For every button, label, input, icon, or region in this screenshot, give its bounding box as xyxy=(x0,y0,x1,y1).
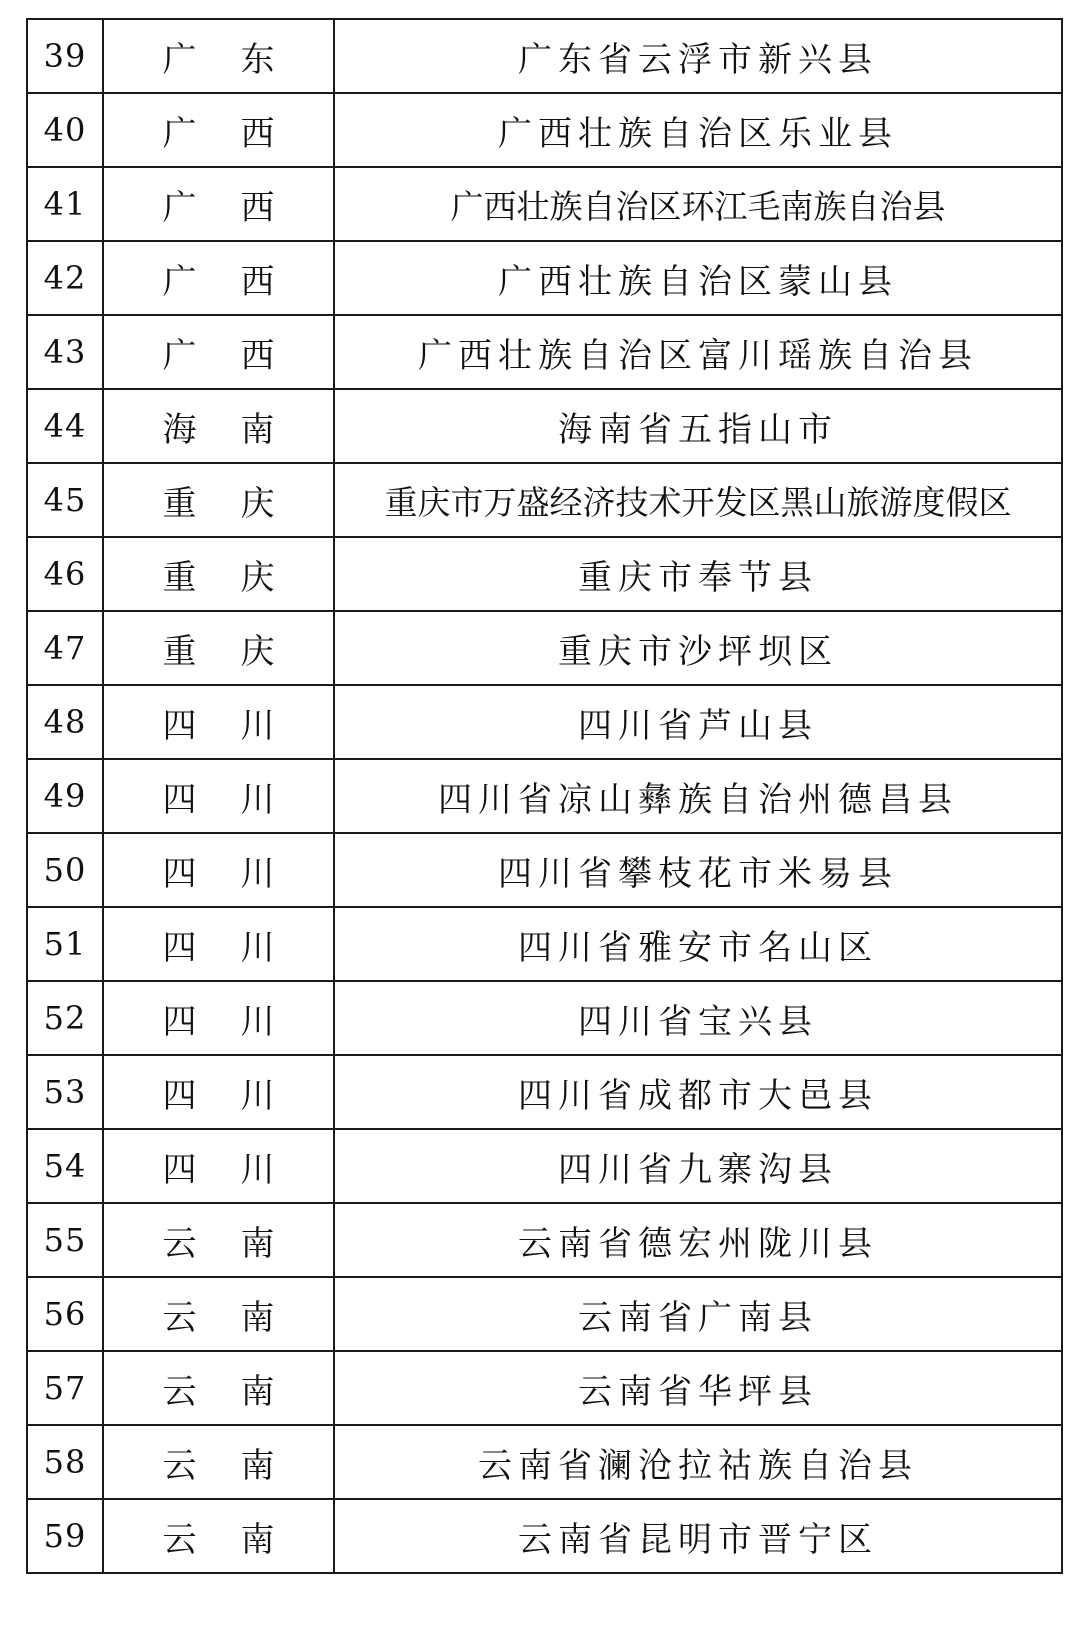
table-row xyxy=(27,167,1062,241)
province-char-1: 四 xyxy=(162,853,197,894)
province-cell xyxy=(103,759,334,833)
table-row xyxy=(27,93,1062,167)
province-char-1: 四 xyxy=(162,1001,197,1042)
table-row xyxy=(27,241,1062,315)
province-cell xyxy=(103,1277,334,1351)
province-cell xyxy=(103,1203,334,1277)
row-number: 45 xyxy=(27,463,103,537)
province-char-1: 重 xyxy=(162,631,197,672)
region-list-table-container xyxy=(26,18,1061,1574)
province-char-2: 川 xyxy=(240,705,275,746)
province-char-2: 南 xyxy=(240,409,275,450)
area-name-cell: 广西壮族自治区富川瑶族自治县 xyxy=(334,315,1062,389)
table-body xyxy=(27,19,1062,1573)
province-cell xyxy=(103,1055,334,1129)
row-number: 41 xyxy=(27,167,103,241)
province-cell xyxy=(103,19,334,93)
table-row xyxy=(27,463,1062,537)
province-cell xyxy=(103,167,334,241)
table-row xyxy=(27,1129,1062,1203)
table-row xyxy=(27,1351,1062,1425)
province-char-1: 云 xyxy=(162,1371,197,1412)
province-char-2: 南 xyxy=(240,1445,275,1486)
table-row xyxy=(27,981,1062,1055)
row-number: 59 xyxy=(27,1499,103,1573)
province-char-1: 云 xyxy=(162,1297,197,1338)
province-cell xyxy=(103,611,334,685)
row-number: 46 xyxy=(27,537,103,611)
area-name-cell: 四川省攀枝花市米易县 xyxy=(334,833,1062,907)
province-char-1: 云 xyxy=(162,1519,197,1560)
area-name-cell: 广西壮族自治区乐业县 xyxy=(334,93,1062,167)
province-char-2: 南 xyxy=(240,1297,275,1338)
area-name-cell: 广东省云浮市新兴县 xyxy=(334,19,1062,93)
province-cell xyxy=(103,1425,334,1499)
province-char-1: 广 xyxy=(162,113,197,154)
table-row xyxy=(27,1277,1062,1351)
area-name-cell: 云南省华坪县 xyxy=(334,1351,1062,1425)
province-char-1: 重 xyxy=(162,557,197,598)
row-number: 50 xyxy=(27,833,103,907)
province-char-2: 西 xyxy=(240,261,275,302)
area-name-cell: 四川省宝兴县 xyxy=(334,981,1062,1055)
province-cell xyxy=(103,537,334,611)
province-cell xyxy=(103,389,334,463)
province-cell xyxy=(103,907,334,981)
row-number: 57 xyxy=(27,1351,103,1425)
row-number: 58 xyxy=(27,1425,103,1499)
row-number: 43 xyxy=(27,315,103,389)
province-char-2: 川 xyxy=(240,853,275,894)
table-row xyxy=(27,759,1062,833)
province-char-2: 东 xyxy=(240,39,275,80)
table-row xyxy=(27,1499,1062,1573)
province-char-1: 广 xyxy=(162,335,197,376)
row-number: 48 xyxy=(27,685,103,759)
table-row xyxy=(27,537,1062,611)
table-row xyxy=(27,833,1062,907)
area-name-cell: 四川省凉山彝族自治州德昌县 xyxy=(334,759,1062,833)
province-char-1: 四 xyxy=(162,779,197,820)
province-char-2: 南 xyxy=(240,1223,275,1264)
province-cell xyxy=(103,241,334,315)
province-char-1: 四 xyxy=(162,1075,197,1116)
province-cell xyxy=(103,1351,334,1425)
area-name-cell: 广西壮族自治区蒙山县 xyxy=(334,241,1062,315)
province-char-2: 西 xyxy=(240,187,275,228)
table-row xyxy=(27,1203,1062,1277)
province-cell xyxy=(103,93,334,167)
region-list-table xyxy=(26,18,1063,1574)
province-char-2: 庆 xyxy=(240,557,275,598)
province-char-1: 云 xyxy=(162,1445,197,1486)
province-char-2: 南 xyxy=(240,1519,275,1560)
province-char-1: 云 xyxy=(162,1223,197,1264)
province-char-2: 川 xyxy=(240,1075,275,1116)
province-char-2: 南 xyxy=(240,1371,275,1412)
province-cell xyxy=(103,981,334,1055)
row-number: 40 xyxy=(27,93,103,167)
province-char-1: 四 xyxy=(162,705,197,746)
row-number: 55 xyxy=(27,1203,103,1277)
row-number: 54 xyxy=(27,1129,103,1203)
province-char-1: 广 xyxy=(162,39,197,80)
table-row xyxy=(27,19,1062,93)
row-number: 47 xyxy=(27,611,103,685)
row-number: 39 xyxy=(27,19,103,93)
province-char-2: 川 xyxy=(240,1149,275,1190)
province-char-1: 四 xyxy=(162,927,197,968)
province-char-2: 川 xyxy=(240,779,275,820)
area-name-cell: 四川省芦山县 xyxy=(334,685,1062,759)
area-name-cell: 云南省德宏州陇川县 xyxy=(334,1203,1062,1277)
province-char-2: 西 xyxy=(240,335,275,376)
table-row xyxy=(27,389,1062,463)
area-name-cell: 云南省昆明市晋宁区 xyxy=(334,1499,1062,1573)
row-number: 49 xyxy=(27,759,103,833)
province-char-2: 西 xyxy=(240,113,275,154)
province-char-2: 庆 xyxy=(240,483,275,524)
province-cell xyxy=(103,833,334,907)
table-row xyxy=(27,1425,1062,1499)
row-number: 51 xyxy=(27,907,103,981)
row-number: 52 xyxy=(27,981,103,1055)
province-char-1: 重 xyxy=(162,483,197,524)
province-char-1: 四 xyxy=(162,1149,197,1190)
area-name-cell: 云南省广南县 xyxy=(334,1277,1062,1351)
area-name-cell: 四川省雅安市名山区 xyxy=(334,907,1062,981)
area-name-cell: 重庆市万盛经济技术开发区黑山旅游度假区 xyxy=(334,463,1062,537)
table-row xyxy=(27,315,1062,389)
province-char-1: 广 xyxy=(162,261,197,302)
province-cell xyxy=(103,1129,334,1203)
table-row xyxy=(27,611,1062,685)
row-number: 42 xyxy=(27,241,103,315)
row-number: 56 xyxy=(27,1277,103,1351)
table-row xyxy=(27,907,1062,981)
area-name-cell: 重庆市奉节县 xyxy=(334,537,1062,611)
province-char-2: 庆 xyxy=(240,631,275,672)
province-cell xyxy=(103,1499,334,1573)
area-name-cell: 海南省五指山市 xyxy=(334,389,1062,463)
area-name-cell: 四川省成都市大邑县 xyxy=(334,1055,1062,1129)
row-number: 53 xyxy=(27,1055,103,1129)
province-char-2: 川 xyxy=(240,1001,275,1042)
province-cell xyxy=(103,463,334,537)
province-char-1: 海 xyxy=(162,409,197,450)
area-name-cell: 云南省澜沧拉祜族自治县 xyxy=(334,1425,1062,1499)
province-cell xyxy=(103,685,334,759)
province-cell xyxy=(103,315,334,389)
area-name-cell: 重庆市沙坪坝区 xyxy=(334,611,1062,685)
row-number: 44 xyxy=(27,389,103,463)
province-char-1: 广 xyxy=(162,187,197,228)
area-name-cell: 广西壮族自治区环江毛南族自治县 xyxy=(334,167,1062,241)
province-char-2: 川 xyxy=(240,927,275,968)
table-row xyxy=(27,685,1062,759)
table-row xyxy=(27,1055,1062,1129)
area-name-cell: 四川省九寨沟县 xyxy=(334,1129,1062,1203)
